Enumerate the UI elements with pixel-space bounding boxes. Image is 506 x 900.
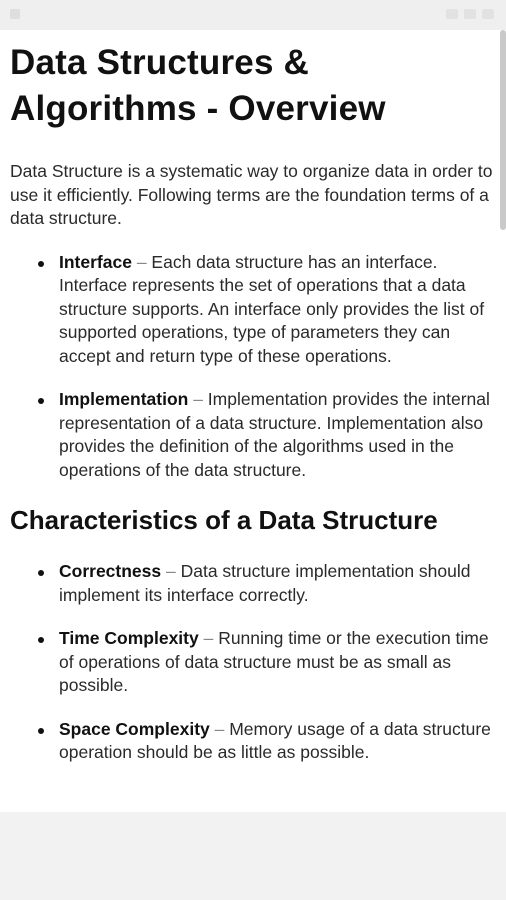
characteristics-list [10,560,496,765]
term-separator: – [198,628,219,648]
battery-icon [482,9,494,19]
term-label: Correctness [59,561,162,581]
wifi-icon [464,9,476,19]
term-separator: – [209,718,230,739]
scrollbar[interactable] [500,30,506,230]
status-bar [0,0,506,30]
term-separator: – [131,251,152,272]
term-description: Data structure implementation should implement its interface correctly. [59,561,471,605]
term-separator: – [161,561,181,581]
list-item-time-complexity [10,627,496,698]
terms-list [10,251,496,483]
term-label: Interface [59,251,132,272]
article-content[interactable] [0,30,506,812]
intro-paragraph: Data Structure is a systematic way to organize data in order to use it efficiently. Following terms are the foundation terms of a data structure. [10,161,493,228]
list-item-interface [10,251,496,369]
list-item-space-complexity [10,718,496,765]
term-description: Implementation provides the internal representation of a data structure. Implementation also provides the definition of the algorithms used in the operations of the data structure. [59,389,490,480]
term-separator: – [188,389,208,409]
term-label: Implementation [59,389,189,409]
list-item-correctness [10,560,496,607]
signal-icon [446,9,458,19]
term-description: Running time or the execution time of operations of data structure must be as small as possible. [59,628,489,695]
notification-icon [10,9,20,19]
term-description: Each data structure has an interface. Interface represents the set of operations that a data structure supports. An interface only provides the list of supported operations, type of parameters they can accept and return type of these operations. [59,251,485,366]
term-description: Memory usage of a data structure operation should be as little as possible. [59,718,491,762]
page-title: Data Structures & Algorithms - Overview [10,43,386,128]
term-label: Time Complexity [59,628,199,648]
status-icons [446,9,494,19]
term-label: Space Complexity [59,718,210,739]
list-item-implementation [10,388,496,482]
section-heading: Characteristics of a Data Structure [10,505,438,535]
